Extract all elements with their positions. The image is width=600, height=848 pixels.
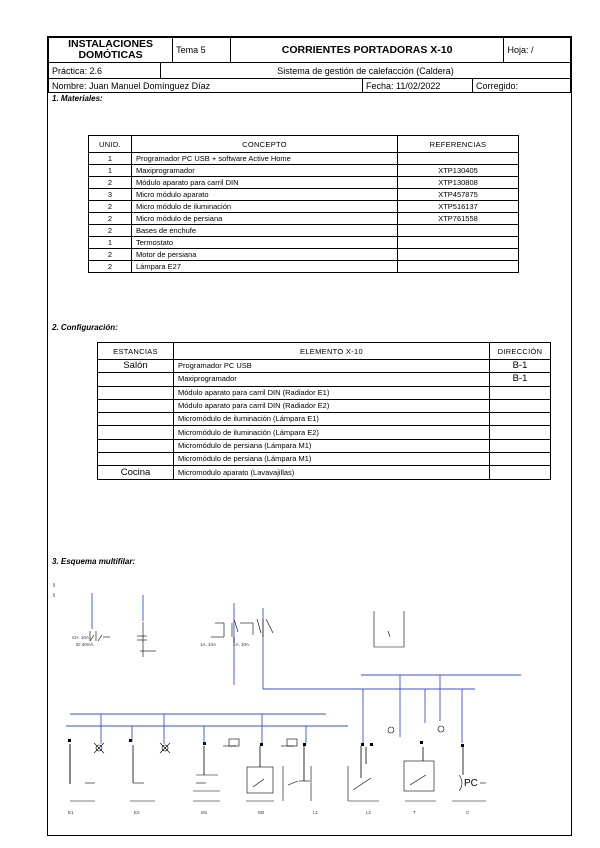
svg-text:CH. 10A: CH. 10A [72,635,90,640]
header-tema: Tema 5 [173,38,231,63]
table-cell: XTP130808 [398,177,519,189]
table-cell: Termostato [132,237,398,249]
table-cell: 2 [89,249,132,261]
table-cell: Motor de persiana [132,249,398,261]
table-cell: Micro módulo aparato [132,189,398,201]
table-cell: Programador PC USB + software Active Home [132,153,398,165]
svg-text:M2: M2 [258,810,265,815]
col-concepto: CONCEPTO [132,136,398,153]
table-cell: XTP130405 [398,165,519,177]
header-practica-title: Sistema de gestión de calefacción (Caldera) [161,63,571,79]
svg-text:L2: L2 [366,810,372,815]
table-cell: Micro módulo de iluminación [132,201,398,213]
table-cell: 2 [89,201,132,213]
header-practica: Práctica: 2.6 [49,63,161,79]
table-cell: Módulo aparato para carril DIN [132,177,398,189]
materiales-heading: 1. Materiales: [52,94,103,103]
col-unid: UNID. [89,136,132,153]
svg-text:E2: E2 [134,810,140,815]
svg-text:L1: L1 [313,810,319,815]
table-cell: Módulo aparato para carril DIN (Radiador E1) [174,386,490,399]
document-page [47,36,572,836]
table-cell: Micromódulo de persiana (Lámpara M1) [174,439,490,452]
svg-text:1A, 10A: 1A, 10A [200,642,217,647]
svg-text:M1: M1 [201,810,208,815]
table-cell: 1 [89,165,132,177]
table-cell: 1 [89,237,132,249]
table-cell: 3 [89,189,132,201]
table-cell: XTP761558 [398,213,519,225]
table-cell: Lámpara E27 [132,261,398,273]
table-cell: 2 [89,261,132,273]
table-cell: Micromódulo de iluminación (Lámpara E2) [174,426,490,439]
table-cell: 2 [89,225,132,237]
col-estancias: ESTANCIAS [98,343,174,360]
table-cell: Micromódulo de persiana (Lámpara M1) [174,453,490,466]
table-cell: XTP516137 [398,201,519,213]
table-cell: Salón [98,360,174,373]
table-cell: Maxiprogramador [174,373,490,386]
header-corregido: Corregido: [473,79,571,93]
header-title: INSTALACIONES DOMÓTICAS [49,38,173,63]
table-cell: B-1 [490,373,551,386]
multifilar-diagram [48,37,571,835]
table-cell: Bases de enchufe [132,225,398,237]
col-referencias: REFERENCIAS [398,136,519,153]
table-cell: Micro módulo de persiana [132,213,398,225]
table-cell: Maxiprogramador [132,165,398,177]
table-cell: Módulo aparato para carril DIN (Radiador E2) [174,399,490,412]
table-cell: Micromodulo aparato (Lavavajillas) [174,466,490,479]
table-cell: 2 [89,213,132,225]
pc-label: PC [464,778,478,789]
table-cell: Programador PC USB [174,360,490,373]
table-cell: 2 [89,177,132,189]
svg-text:T: T [413,810,416,815]
svg-text:ID 40mA: ID 40mA [76,642,94,647]
svg-text:C: C [466,810,470,815]
col-elemento: ELEMENTO X-10 [174,343,490,360]
svg-text:E1: E1 [68,810,74,815]
esquema-heading: 3. Esquema multifilar: [52,557,136,566]
table-cell: Micromódulo de iluminación (Lámpara E1) [174,413,490,426]
table-cell: B-1 [490,360,551,373]
table-cell: 1 [89,153,132,165]
table-cell: Cocina [98,466,174,479]
svg-text:1A, 10A: 1A, 10A [233,642,250,647]
header-hoja: Hoja: / [504,38,571,63]
header-fecha: Fecha: 11/02/2022 [363,79,473,93]
table-cell: XTP457875 [398,189,519,201]
header-nombre: Nombre: Juan Manuel Domínguez Díaz [49,79,363,93]
header-subject: CORRIENTES PORTADORAS X-10 [230,38,504,63]
configuracion-heading: 2. Configuración: [52,323,118,332]
col-direccion: DIRECCIÓN [490,343,551,360]
